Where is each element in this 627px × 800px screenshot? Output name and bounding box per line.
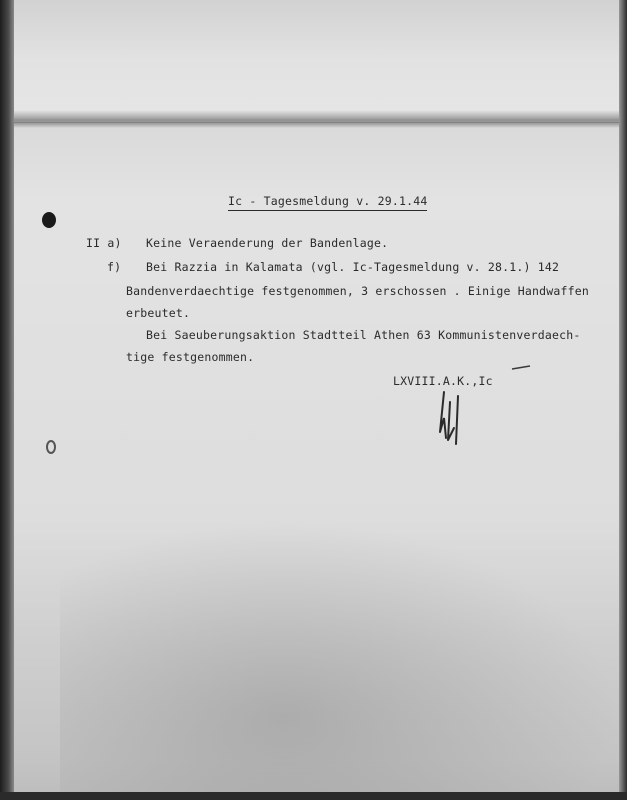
sender-unit: LXVIII.A.K.,Ic bbox=[393, 374, 493, 388]
punch-hole-outline bbox=[46, 440, 56, 454]
line-text: erbeutet. bbox=[126, 306, 191, 320]
line-marker-ii-a: II a) bbox=[86, 236, 122, 250]
scan-right-edge bbox=[619, 0, 627, 800]
handwritten-signature-icon bbox=[432, 388, 472, 452]
scan-left-edge bbox=[0, 0, 14, 800]
line-text: Bei Razzia in Kalamata (vgl. Ic-Tagesmeldung v. 28.1.) 142 bbox=[146, 260, 560, 274]
punch-hole bbox=[42, 212, 56, 228]
scan-bottom-edge bbox=[0, 792, 627, 800]
line-text: tige festgenommen. bbox=[126, 350, 255, 364]
pen-mark-icon bbox=[510, 364, 532, 372]
line-text: Keine Veraenderung der Bandenlage. bbox=[146, 236, 389, 250]
paper-stain bbox=[60, 520, 620, 800]
paper-fold bbox=[14, 110, 619, 128]
line-marker-f: f) bbox=[107, 260, 122, 274]
line-text: Bandenverdaechtige festgenommen, 3 erschossen . Einige Handwaffen bbox=[126, 284, 590, 298]
fold-line bbox=[14, 122, 619, 123]
document-title: Ic - Tagesmeldung v. 29.1.44 bbox=[228, 194, 427, 211]
line-text: Bei Saeuberungsaktion Stadtteil Athen 63 Kommunistenverdaech- bbox=[146, 328, 581, 342]
